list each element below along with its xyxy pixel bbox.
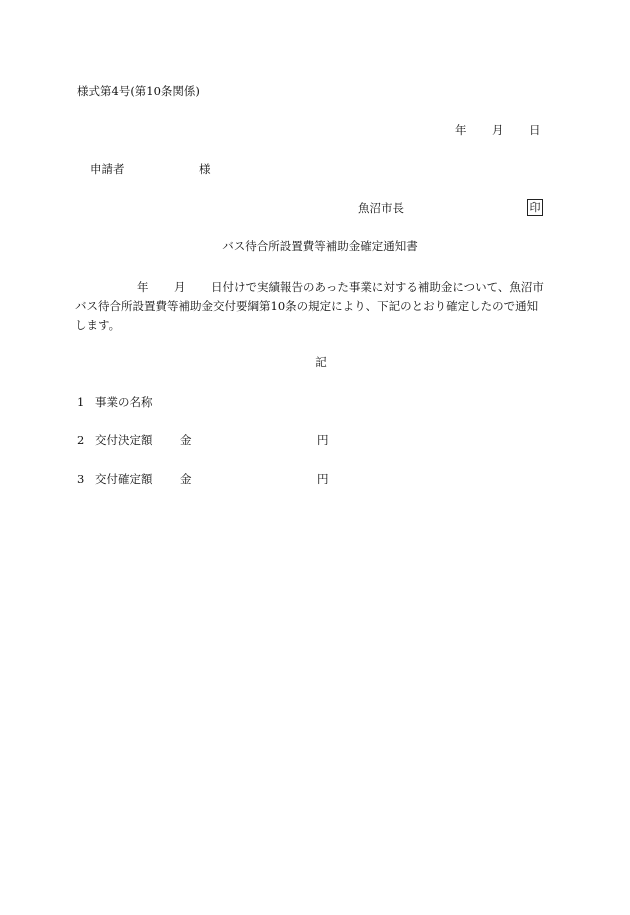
item-amount-prefix: 金 (180, 472, 192, 486)
body-line-1-text: 日付けで実績報告のあった事業に対する補助金について、魚沼市 (211, 280, 544, 294)
item-number: 1 (77, 395, 85, 409)
item-amount-prefix: 金 (180, 433, 192, 447)
record-mark: 記 (315, 355, 327, 369)
item-label: 事業の名称 (95, 395, 153, 409)
item-amount-unit: 円 (317, 433, 329, 447)
item-project-name (77, 397, 180, 409)
item-number: 3 (77, 472, 85, 486)
body-year-label: 年 (137, 280, 149, 294)
body-text (75, 278, 565, 335)
issuer-name: 魚沼市長 (358, 201, 404, 215)
applicant-label: 申請者 (90, 162, 125, 176)
item-label: 交付決定額 (95, 433, 153, 447)
item-amount-unit: 円 (317, 472, 329, 486)
item-label: 交付確定額 (95, 472, 153, 486)
date-day-label: 日 (529, 123, 541, 137)
date-month-label: 月 (492, 123, 504, 137)
form-number: 様式第4号(第10条関係) (77, 84, 200, 98)
date-year-label: 年 (455, 123, 467, 137)
seal-mark: 印 (527, 199, 543, 216)
body-line-2: バス待合所設置費等補助金交付要綱第10条の規定により、下記のとおり確定したので通知 (75, 299, 539, 313)
body-month-label: 月 (174, 280, 186, 294)
item-decided-amount (77, 435, 329, 447)
date-line (455, 125, 541, 137)
document-title: バス待合所設置費等補助金確定通知書 (222, 239, 418, 253)
item-confirmed-amount (77, 474, 329, 486)
applicant-honorific: 様 (199, 162, 211, 176)
body-line-3: します。 (75, 318, 121, 332)
body-line-1 (75, 278, 565, 297)
item-number: 2 (77, 433, 85, 447)
